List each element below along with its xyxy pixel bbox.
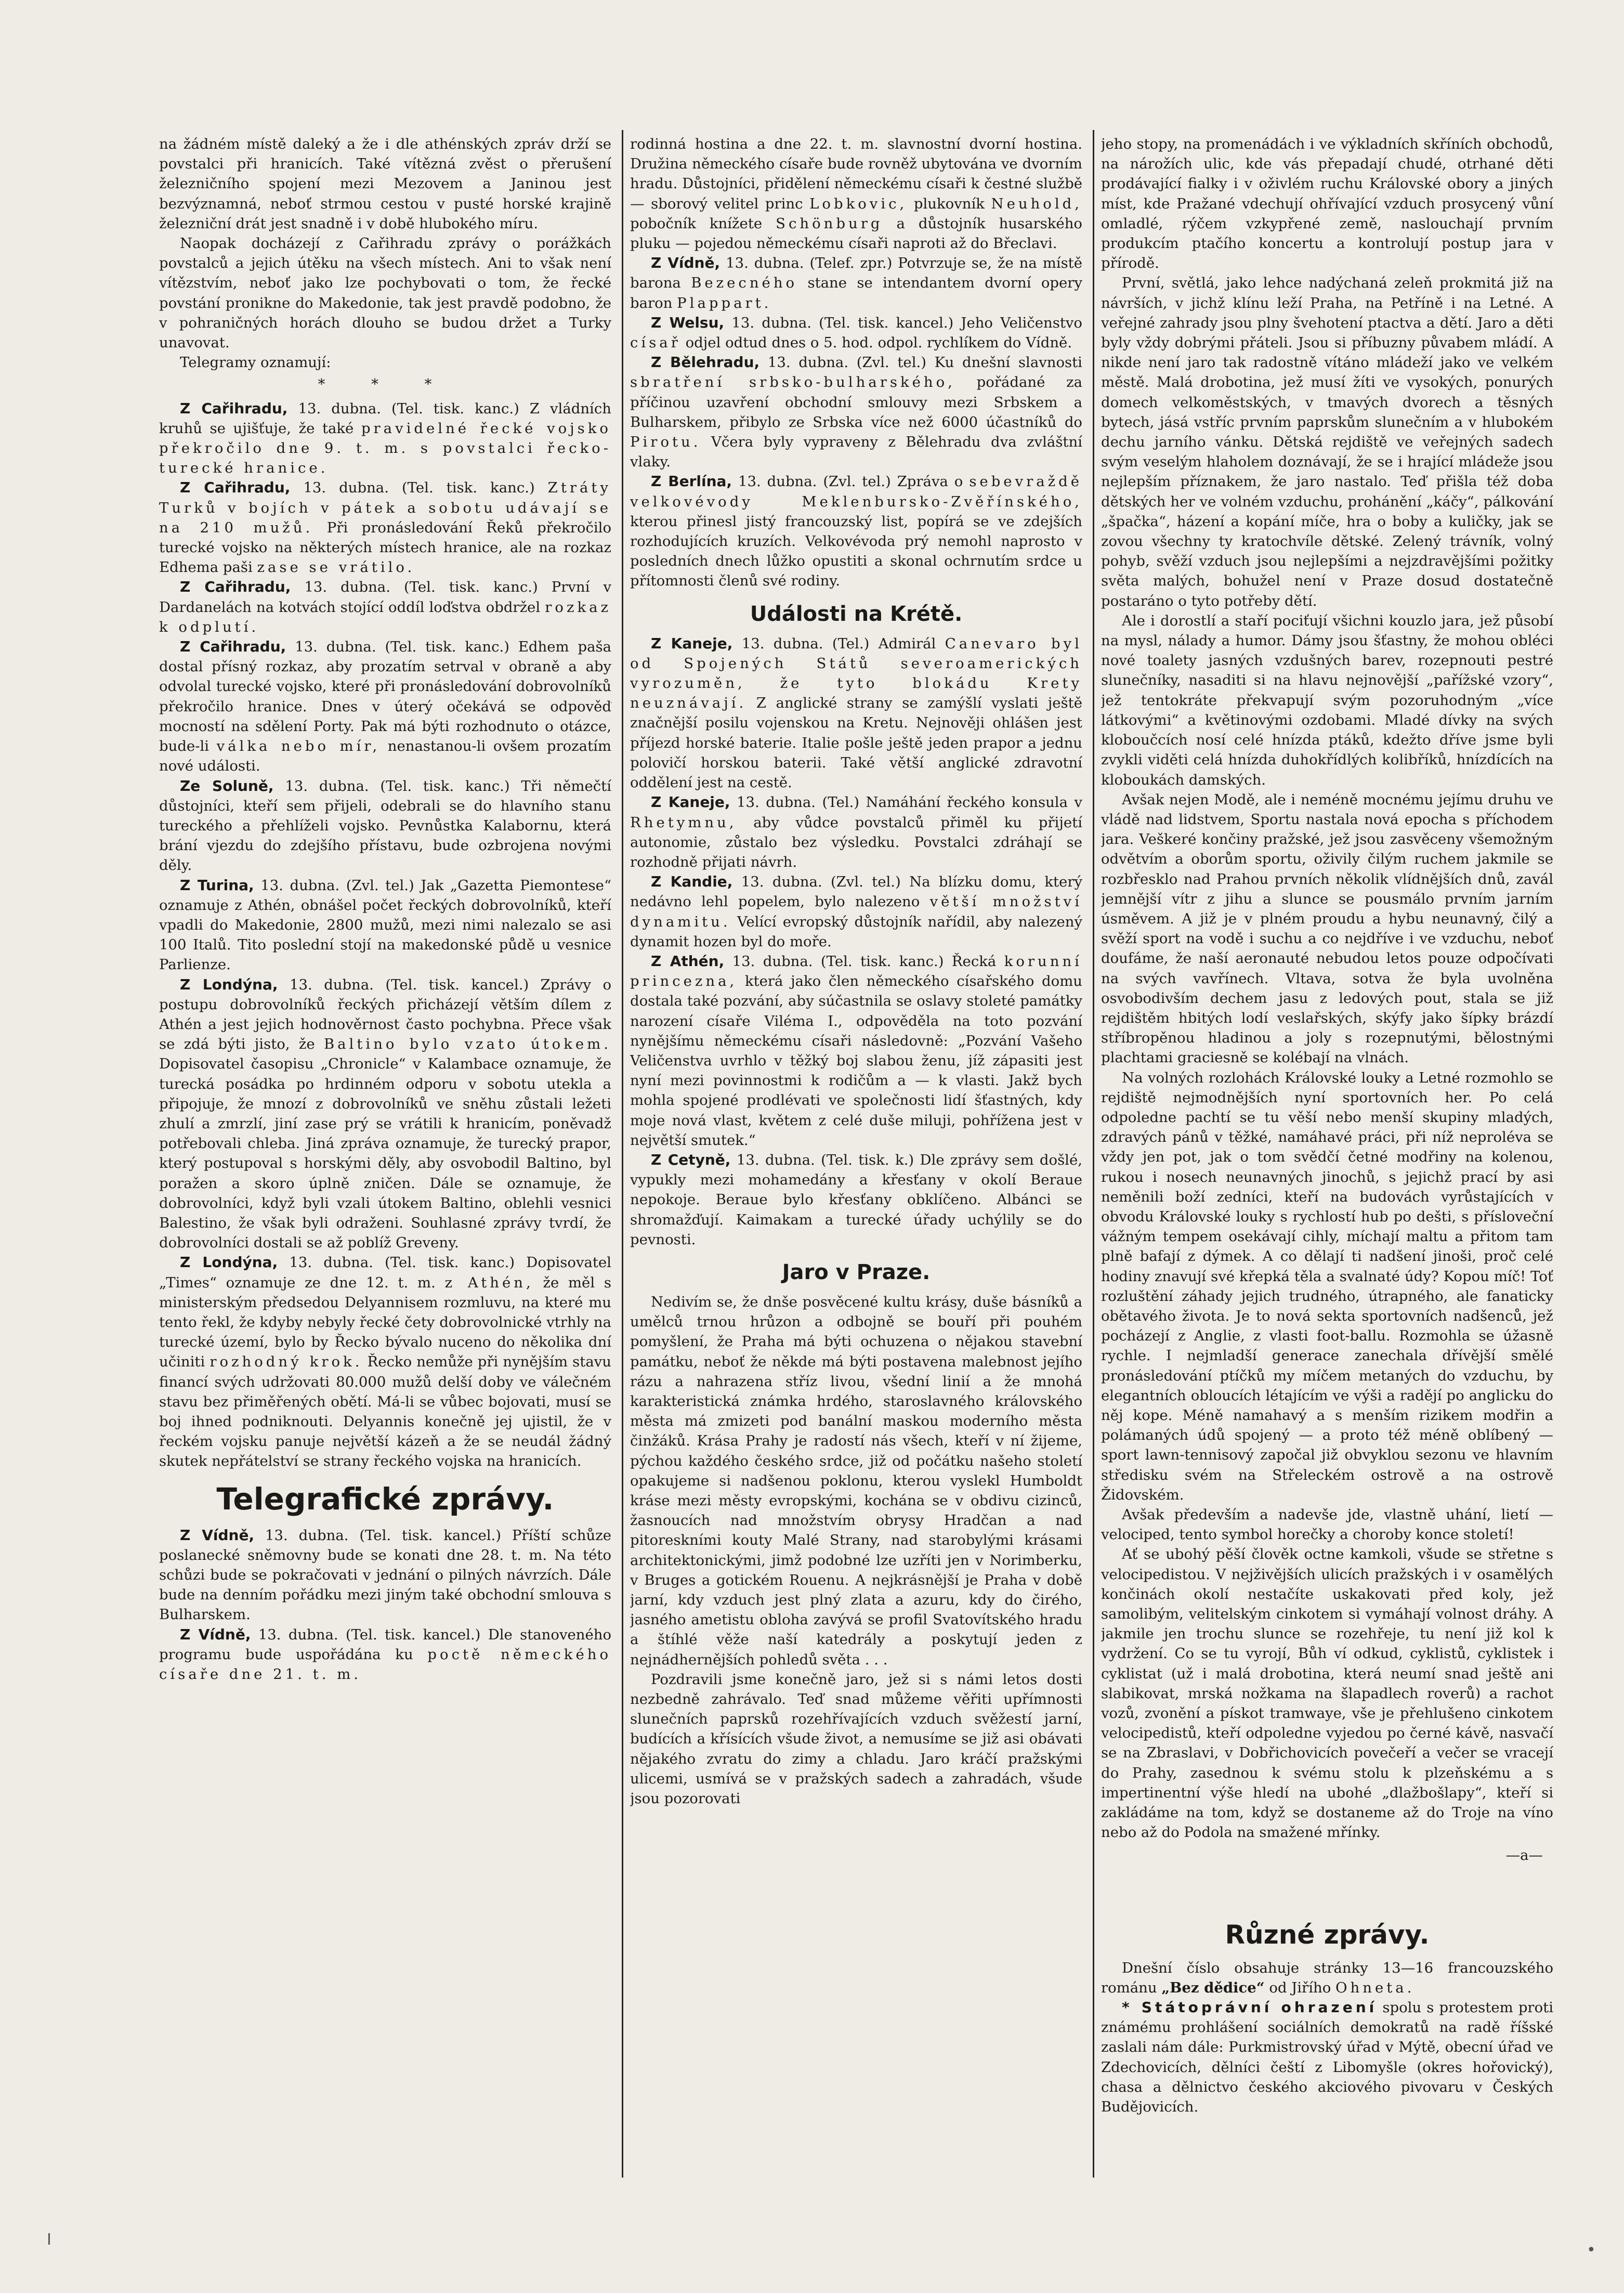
- dispatch-meta: 13. dubna. (Zvl. tel.): [260, 877, 414, 894]
- dispatch-meta: 13. dubna. (Tel. tisk. kanc.): [303, 479, 535, 497]
- dispatch-text: Řecko nemůže při nynějším stavu financí svých udržovati 80.000 mužů delší doby ve válečném stavu bez přiměřených obětí. Má-li se vůbec bojovati, musí se boj ihned podniknouti. Delyannis konečně jej ujistil, že v řeckém vojsku panuje největší kázeň a že se neudál žádný skutek nepřátelství se strany řeckého vojska na hranicích.: [159, 1353, 611, 1470]
- dispatch: [159, 577, 611, 637]
- spaced-emphasis: větší množství dynamitu.: [630, 893, 1082, 930]
- column-1: [159, 134, 611, 2115]
- dateline: Z Cařihradu,: [180, 479, 291, 497]
- dispatch: [159, 975, 611, 1253]
- paragraph: [1101, 1998, 1553, 2117]
- paragraph-text: pobočník knížete: [630, 215, 763, 232]
- dispatch-meta: 13. dubna. (Tel. tisk. kancel.): [265, 1527, 502, 1544]
- dispatch: [630, 634, 1082, 793]
- dispatch: [159, 776, 611, 876]
- dispatch-text: Ku dnešní slavnosti: [934, 354, 1082, 371]
- dispatch-meta: 13. dubna. (Tel. tisk. kancel.): [731, 314, 954, 331]
- dispatch-text: nenastanou-li ovšem prozatím nové události.: [159, 738, 611, 775]
- dateline: Z Vídně,: [180, 1526, 255, 1544]
- dispatch-text: stane se intendantem dvorní opery baron: [630, 275, 1082, 311]
- dispatch-meta: 13. dubna. (Tel. tisk. kanc.): [304, 579, 538, 596]
- dispatch: [630, 353, 1082, 472]
- paragraph: Naopak docházejí z Cařihradu zprávy o porážkách povstalců a jejich útěku na všech místech. Ani to však není vítězstvím, neboť jako lze pochybovati o tom, že řecké povstání pronikne do Makedonie, tak jest pravdě podobno, že v pohraničných horách dlouho se budou držet a Turky unavovat.: [159, 235, 611, 351]
- spaced-emphasis: sbratření srbsko-bulharského,: [630, 374, 955, 391]
- paragraph: Nedivím se, že dnše posvěcené kultu krásy, duše básníků a umělců trnou hrůzon a odbojně se bouří při pouhém pomyšlení, že Praha má býti ochuzena o nějakou stavební památku, neboť že někde má býti postavena malebnost jejího rázu a nahrazena stříz livou, všední linií a že mnohá karakteristická známka hrdého, staroslavného královského města má zmizeti pod banální maskou moderního města činžáků. Krása Prahy je radostí nás všech, kteří v ní žijeme, pýchou každého českého srdce, již od počátku našeho století opakujeme si nadšenou poklonu, kterou vyslekl Humboldt kráse mezi městy evropskými, kochána se v obdivu cizinců, žasnoucích nad množstvím obrysy Hradčan a nad pitoreskními kouty Malé Strany, nad starobylými krásami architektonickými, jimž podobné lze uzříti jen v Norimberku, v Bruges a gotickém Rouenu. A nejkrásnější je Praha v době jarní, kdy vzduch jest plný zlata a azuru, kdy do čirého, jasného ametistu obloha zavývá se profil Svatovítského hradu a štíhlé věže naší katedrály a poskytují jeden z nejnádhernějších pohledů světa . . .: [630, 1293, 1082, 1668]
- paragraph-text: od Jiřího: [1269, 1979, 1331, 1996]
- dateline: Z Vídně,: [651, 254, 721, 272]
- spaced-emphasis: Rhetymnu,: [630, 814, 737, 831]
- section-heading-ruzne: Různé zprávy.: [1225, 1919, 1430, 1950]
- dispatch-text: Namáhání řeckého konsula v: [866, 794, 1082, 811]
- margin-mark-left: I: [47, 2231, 51, 2249]
- dateline: Z Londýna,: [180, 1254, 278, 1271]
- paragraph: Ale i dorostlí a staří pociťují všichni kouzlo jara, jež působí na mysl, nálady a humor. Dámy jsou šťastny, že mohou obléci nové toalety jasných vzdušných barev, rozepnouti pestré slunečníky, nasaditi si na hlavu nejnovější „pařížské vzory“, jež tentokráte překvapují svým pozoruhodným „více látkovými“ a květinovými ozdobami. Mladé dívky na svých kloboučcích nosí celé hnízda ptáků, kdežto dříve jsme byli zvykli viděti celá hnízda duhokřídlých kolibříků, hnízdících na kloboukách damských.: [1101, 612, 1553, 788]
- dateline: Z Bělehradu,: [651, 354, 760, 371]
- separator-stars: * * *: [318, 376, 453, 393]
- dispatch-meta: 13. dubna. (Zvl. tel.): [767, 354, 926, 371]
- dispatch-meta: 13. dubna. (Tel.): [741, 635, 870, 652]
- dispatch: [159, 478, 611, 577]
- dispatch-meta: 13. dubna. (Tel. tisk. kanc.): [289, 1254, 515, 1271]
- section-heading-telegraf: Telegrafické zprávy.: [216, 1481, 554, 1517]
- paragraph-text: a důstojník husarského pluku — pojedou německému císaři naproti až do Břeclavi.: [630, 215, 1082, 252]
- spaced-emphasis: poctě německého císaře dne 21. t. m.: [159, 1646, 611, 1683]
- dispatch: [630, 952, 1082, 1150]
- dispatch-meta: 13. dubna. (Zvl. tel.): [741, 874, 901, 891]
- spaced-emphasis: Bezecného: [691, 275, 798, 292]
- dateline: Z Berlína,: [651, 473, 732, 490]
- dateline: Z Cařihradu,: [180, 638, 286, 656]
- dispatch: [159, 1253, 611, 1471]
- spaced-emphasis: Ohneta.: [1335, 1979, 1415, 1996]
- paragraph: Ať se ubohý pěší člověk octne kamkoli, všude se střetne s velocipedistou. V nejživějších ulicích pražských i v osamělých končinách okolí nestačíte uskakovati před koly, jež samolibým, velitelským cinkotem si vymáhají volnost dráhy. A jakmile jen trochu slunce se rozehřeje, tu není již kol k vydržení. Co se tu vyrojí, Bůh ví odkud, cyklistů, cyklistek i cyklistat (už i malá drobotina, která neumí snad ještě ani slabikovat, mrská nožkama na šlapadlech roverů) a rachot vozů, zvonění a pískot tramwaye, vše je přehlušeno cinkotem velocipedistů, kteří odpoledne vyjedou po černé kávě, nasvačí se na Zbraslavi, v Dobřichovicích povečeří a večer se vracejí do Prahy, zasednou k svému stolu k plzeňskému a s impertinentní výše hledí na ubohé „dlažbošlapy“, kteří si zakládáme na tom, když se dostaneme až do Troje na víno nebo až do Podola na smažené mřínky.: [1101, 1546, 1553, 1841]
- dispatch-meta: 13. dubna. (Tel. tisk. kancel.): [258, 1626, 481, 1643]
- dispatch-text: Zpráva o: [897, 473, 963, 490]
- column-3: [1101, 134, 1553, 2178]
- dispatch-text: Příští schůze poslanecké sněmovny bude se konati dne 28. t. m. Na této schůzi bude se pokračovati v jednání o pilných návrzích. Dále bude na denním pořádku mezi jiným také obchodní smlouva s Bulharskem.: [159, 1527, 611, 1623]
- dispatch-text: Dle stanoveného programu bude uspořádána ku: [159, 1626, 611, 1663]
- dateline: Z Athén,: [651, 952, 725, 970]
- dateline: Z Cařihradu,: [180, 578, 291, 596]
- dispatch: [159, 1526, 611, 1625]
- dispatch: [630, 472, 1082, 591]
- dispatch-text: Velící evropský důstojník nařídil, aby nalezený dynamit hozen byl do moře.: [630, 913, 1082, 950]
- dispatch-meta: 13. dubna. (Tel. tisk. kanc.): [295, 639, 509, 656]
- paragraph: Telegramy oznamují:: [180, 354, 331, 371]
- dispatch-text: Jak „Gazetta Piemontese“ oznamuje z Athén, obnášel počet řeckých dobrovolníků, kteří vpadli do Makedonie, 2800 mužů, mezi nimi nalezalo se asi 100 Italů. Tito poslední stojí na makedonské půdě u vesnice Parlienze.: [159, 877, 611, 973]
- dateline: Z Londýna,: [180, 975, 278, 993]
- dispatch-meta: 13. dubna. (Tel.): [737, 794, 859, 811]
- dispatch-text: která jako člen německého císařského domu dostala také pozvání, aby súčastnila se oslavy stoleté památky narození císaře Viléma I., odpověděla na toto pozvání nynějšímu německému císaři následovně: „Pozvání Vašeho Veličenstva uvrhlo v těžký boj slabou ženu, jíž zápasiti jest nyní mezi povinnostmi k rodičům a — k vlasti. Jakž bych mohla spojené prodlévati ve společnosti lidí šťastných, kdy moje nová vlast, květem z celé duše miluji, pohřížena jest v největší smutek.“: [630, 973, 1082, 1149]
- dispatch-text: Z vládních kruhů se ujišťuje, že také: [159, 400, 611, 437]
- section-heading-jaro: Jaro v Praze.: [782, 1260, 931, 1284]
- spaced-emphasis: korunní princezna,: [630, 953, 1082, 990]
- dispatch-text: Na blízku domu, který nedávno lehl popelem, bylo nalezeno: [630, 874, 1082, 910]
- dispatch-text: Z anglické strany se zamýšlí vyslati ještě značnější posilu vojenskou na Kretu. Nejnověji ohlášen jest příjezd horské baterie. Italie pošle ještě jeden prapor a jednu polovičí horskou baterii. Také větší anglické zdravotní oddělení jest na cestě.: [630, 695, 1082, 791]
- dispatch: [630, 872, 1082, 952]
- column-rule-right: [1093, 130, 1094, 2178]
- dateline: Z Cetyně,: [651, 1151, 731, 1168]
- dispatch-text: Edhem paša dostal přísný rozkaz, aby prozatím setrval v obraně a aby odvolal turecké vojsko, které při pronásledování dobrovolníků překročilo hranice. Dnes v úterý očekává se odpověď mocností na sdělení Porty. Pak má býti rozhodnuto o otázce, bude-li: [159, 639, 611, 755]
- dateline: Z Vídně,: [180, 1625, 251, 1643]
- spaced-emphasis: Ztráty Turků v bojích v pátek a sobotu udávají se na 210 mužů.: [159, 479, 611, 536]
- dispatch-text: Dle zprávy sem došlé, vypukly mezi mohamedány a křesťany v okolí Beraue nepokoje. Beraue bylo křesťany obklíčeno. Albánci se shromažďují. Kaimakam a turecké úřady uchýlily se do pevnosti.: [630, 1151, 1082, 1248]
- dispatch-text: Potvrzuje se, že na místě barona: [630, 255, 1082, 292]
- paragraph: Avšak nejen Modě, ale i neméně mocnému jejímu druhu ve vládě nad lidstvem, Sportu nastala nová epocha s příchodem jara. Veškeré končiny pražské, jež jsou zasvěceny všemožným odvětvím a oborům sportu, oživily čilým ruchem jakmile se rozbřesklo nad Prahou prvních několik vlídnějších dnů, zavál jemnější vítr z jihu a slunce se pousmálo prvním jarním úsměvem. A již je v plném proudu a hybu neunavný, čilý a svěží sport na vodě i suchu a co nejdříve i ve vzduchu, neboť doufáme, že naší aeronauté nebudou letos pouze odpočívati na svých vavřínech. Vltava, sotva že byla uvolněna osvobodivším dechem jasu z ledových pout, stala se již rejdištěm hbitých lodí veslařských, skýfy jako šípky brázdí stříbropěnou hladinou a joly s rozepnutými, bělostnými plachtami graciesně se kolébají na vlnách.: [1101, 791, 1553, 1066]
- spaced-emphasis: pravidelné řecké vojsko překročilo dne 9. t. m. s povstalci řecko-turecké hranice.: [159, 420, 611, 477]
- dispatch-text: že měl s ministerským předsedou Delyannisem rozmluvu, na které mu tento řekl, že kdyby nebyly řecké čety dobrovolnické vtrhly na turecké území, bylo by Řecko bývalo nuceno do několika dní učiniti: [159, 1274, 611, 1371]
- dateline: Z Kaneje,: [651, 793, 730, 811]
- dateline: Z Kandie,: [651, 873, 733, 891]
- paragraph: Avšak především a nadevše jde, vlastně uhání, lietí — velociped, tento symbol horečky a choroby konce století!: [1101, 1506, 1553, 1543]
- dispatch: [159, 399, 611, 478]
- paragraph: Pozdravili jsme konečně jaro, jež si s námi letos dosti nezbedně zahrávalo. Teď snad můžeme věřiti upřímnosti slunečních paprsků rozehřívajících vzduch svěžestí jarní, budících a křísících všude život, a nemusíme se již asi obávati nějakého zvratu do zimy a chladu. Jaro kráčí pražskými ulicemi, usmívá se v pražských sadech a zahradách, všude jsou pozorovati: [630, 1671, 1082, 1807]
- dateline: Z Welsu,: [651, 314, 725, 331]
- dispatch-meta: 13. dubna. (Tel. tisk. kanc.): [298, 400, 519, 417]
- paragraph: První, světlá, jako lehce nadýchaná zeleň prokmitá již na návrších, v jichž klínu leží Praha, na Petříně i na Letné. A veřejné zahrady jsou plny švehotení ptactva a dětí. Jaro a děti byly vždy dobrými přáteli. Jsou si příbuzny půvabem mládí. A nikde není jaro tak radostně vítáno mládeží jako ve velkém městě. Malá drobotina, jež musí žíti ve vysokých, ponurých domech velkoměstských, v tmavých dvorech a těsných bytech, jásá vstříc prvním paprskům slunečním a v hlubokém dechu jarního vánku. Dětská rejdiště ve veřejných sadech svým veselým hlaholem doznávají, že se i hrající mládeže jsou nejlepším příznakem, že jaro nastalo. Teď přišla též doba dětských her ve volném vzduchu, prohánění „káčy“, pálkování „špačka“, házení a kopání míče, hra o boby a kuličky, jak se zovou všechny ty kratochvíle dětské. Zelený trávník, volný pohyb, svěží vzduch jsou nejlepšími a nejzdravějšími požitky světa malých, bohužel není v Praze dosud dostatečně postaráno o tyto potřeby dětí.: [1101, 275, 1553, 609]
- spaced-emphasis: rozkaz k odplutí.: [159, 598, 611, 635]
- dispatch: [159, 637, 611, 776]
- dispatch-text: Admirál: [878, 635, 936, 652]
- dateline: Z Turina,: [180, 876, 254, 894]
- paragraph: jeho stopy, na promenádách i ve výkladních skříních obchodů, na nárožích ulic, kde vás přepadají chudé, otrhané děti prodávající fialky i v oživlém ruchu Královské obory a jiných míst, kde Pražané vdechují ohřívající vzduch prosycený vůní omladlé, rýčem vzkypřené země, naslouchají prvním produkcím ptačího koncertu a kontrolují postup jara v přírodě.: [1101, 136, 1553, 272]
- dispatch: [159, 876, 611, 975]
- novel-title: „Bez dědice“: [1161, 1979, 1265, 1996]
- dispatch-text: Zprávy o postupu dobrovolníků řeckých přicházejí větším dílem z Athén a jest jejich hodnověrnost často pochybna. Přece však se zdá býti jisto, že: [159, 976, 611, 1053]
- dispatch-text: pořádané za příčinou uzavření obchodní smlouvy mezi Srbskem a Bulharskem, přibylo ze Srbska více než 6000 účastníků do: [630, 374, 1082, 431]
- blank-space: [1101, 1875, 1553, 1911]
- paragraph: na žádném místě daleký a že i dle athénských zpráv drží se povstalci při hranicích. Také vítězná zvěst o přerušení železničního spojení mezi Mezovem a Janinou jest bezvýznamná, neboť strmou cestou v pusté horské krajině železniční drát jest snadně i v době hlubokého míru.: [159, 136, 611, 232]
- spaced-emphasis: sebevraždě velkovévody Meklenbursko-Zvěřínského,: [630, 473, 1082, 510]
- dispatch-meta: 13. dubna. (Tel. tisk. kanc.): [732, 953, 944, 970]
- spaced-emphasis: Pirotu.: [630, 434, 701, 451]
- dispatch-meta: 13. dubna. (Tel. tisk. kanc.): [285, 777, 510, 794]
- dispatch-text: Tři němečtí důstojníci, kteří sem přijeli, odebrali se do hlavního stanu tureckého a přehlíželi vojsko. Pevnůstka Kalabornu, která brání vjezdu do zdejšího přístavu, bude ozbrojena novými děly.: [159, 777, 611, 874]
- dispatch-meta: 13. dubna. (Tel. tisk. k.): [736, 1151, 914, 1168]
- dispatch-text: Jeho Veličenstvo: [961, 314, 1082, 331]
- dispatch-text: Dopisovatel časopisu „Chronicle“ v Kalambace oznamuje, že turecká posádka po hrdinném odporu v sobotu utekla a připojuje, že mnozí z dobrovolníků ve sněhu zůstali ležeti zhulí a zmrzlí, jiní zase prý se vrátili k hranicím, poněvadž potřebovali chleba. Jiná zpráva oznamuje, že turecký prapor, který postupoval s horskými děly, aby osvobodil Baltino, byl poražen a skoro úplně zničen. Dále se oznamuje, že dobrovolníci, když byli vzali útokem Baltino, oblehli vesnici Balestino, že však byli odraženi. Souhlasné zprávy tvrdí, že dobrovolníci dostali se až poblíž Greveny.: [159, 1056, 611, 1252]
- spaced-emphasis: z Athén,: [444, 1274, 534, 1291]
- dispatch-text: Při pronásledování Řeků překročilo turecké vojsko na některých místech hranice, ale na rozkaz Edhema paši: [159, 519, 611, 576]
- spaced-emphasis: zase se vrátilo.: [257, 559, 415, 576]
- paragraph-text: plukovník: [913, 195, 985, 212]
- spaced-emphasis: Plappart.: [677, 294, 772, 311]
- dateline: Z Cařihradu,: [180, 399, 288, 417]
- margin-mark-right: •: [1587, 2241, 1596, 2259]
- paragraph: [1101, 1958, 1553, 1998]
- paragraph-text: spolu s protestem proti známému prohlášení sociálních demokratů na radě říšské zaslali nám dále: Purkmistrovský úřad v Mýtě, obecní úřad ve Zdechovicích, dělníci čeští z Libomyšle (okres hořovický), chasa a dělnictvo českého akciového pivovaru v Českých Budějovicích.: [1101, 1999, 1553, 2116]
- section-heading-kreta: Události na Krétě.: [750, 602, 963, 626]
- dispatch-meta: 13. dubna. (Zvl. tel.): [738, 473, 891, 490]
- dispatch-text: Řecká: [951, 953, 997, 970]
- dispatch-text: Včera byly vypraveny z Bělehradu dva zvláštní vlaky.: [630, 434, 1082, 471]
- dispatch-text: aby vůdce povstalců přiměl ku přijetí autonomie, zůstalo bez výsledku. Povstalci zdráhají se rozhodně přijati návrh.: [630, 814, 1082, 870]
- dispatch-text: kterou přinesl jistý francouzský list, popírá se ve zdejších rozhodujících kruzích. Velkovévoda prý nemohl naprosto v posledních dnech lůžko opustiti a skonal ochrnutím srdce u přítomnosti členů své rodiny.: [630, 513, 1082, 590]
- dispatch-text: Dopisovatel „Times“ oznamuje ze dne 12. t. m.: [159, 1254, 611, 1291]
- dispatch-meta: 13. dubna. (Telef. zpr.): [726, 255, 893, 272]
- dateline: Ze Soluně,: [180, 777, 274, 794]
- column-rule-left: [622, 130, 623, 2178]
- spaced-emphasis: Schönburg: [776, 215, 883, 232]
- spaced-emphasis: rozhodný krok.: [209, 1353, 363, 1371]
- dispatch: [630, 1150, 1082, 1249]
- dispatch-text: První v Dardanelách na kotvách stojící oddíl loďstva obdržel: [159, 579, 611, 616]
- news-lead: * Státoprávní ohrazení: [1122, 1999, 1378, 2016]
- column-2: [630, 134, 1082, 2178]
- spaced-emphasis: Lobkovic,: [809, 195, 908, 212]
- spaced-emphasis: Neuhold,: [991, 195, 1082, 212]
- spaced-emphasis: Baltino bylo vzato útokem.: [323, 1036, 611, 1053]
- spaced-emphasis: válka nebo mír,: [216, 738, 381, 755]
- paragraph: Na volných rozlohách Královské louky a Letné rozmohlo se rejdiště nejmodnějších nyní sportovních her. Po celá odpoledne pachtí se tu věší nebo menší skupiny mladých, zdravých pánů v těžké, namáhavé práci, při níž neproléva se vždy jen pot, jak o tom svědčí četné modřiny na kolenou, rukou i nosech neunavných jinochů, s jejichž prací by asi neměnili boží zedníci, kteří na budovách vyrůstajících v obvodu Královské louky s rychlostí hub po dešti, s přísloveční vážným tempem osekávají cihly, míchají maltu a přitom tam plně bafají z dýmek. A co dělají ti nadšení jinoši, proč celé hodiny znavují své křepká těla a svalnaté údy? Kopou míč! Toť rozluštění záhady jejich trudného, útrapného, ale fanaticky obětavého života. Je to nová sekta sportovních nadšenců, jež pocházejí z Anglie, z vlasti foot-ballu. Rozmohla se úžasně rychle. I nejmladší generace zanechala dřívější smělé pronásledování ptíčků my míčem metaných do vzduchu, by elegantních obloucích létajícím ve výši a radějí po anglicku do něj kope. Méně namahavý a s menším rizikem modřin a polámaných údů spojený — a proto též méně oblíbený — sport lawn-tennisový započal již obvyklou sezonu ve hlavním středisku svém na Střeleckém ostrově a na ostrově Židovském.: [1101, 1069, 1553, 1503]
- dispatch-text: odjel odtud dnes o 5. hod. odpol. rychlíkem do Vídně.: [685, 334, 1072, 351]
- dateline: Z Kaneje,: [651, 634, 733, 652]
- dispatch-meta: 13. dubna. (Tel. tisk. kancel.): [290, 976, 529, 993]
- dispatch: [630, 253, 1082, 313]
- paragraph: [630, 134, 1082, 253]
- dispatch: [630, 313, 1082, 353]
- author-signature: —a—: [1505, 1847, 1543, 1864]
- spaced-emphasis: Canevaro byl od Spojených Států severoamerických vyrozuměn, že tyto blokádu Krety neuznávají.: [630, 635, 1082, 712]
- spaced-emphasis: císař: [630, 334, 681, 351]
- paragraph-text: rodinná hostina a dne 22. t. m. slavnostní dvorní hostina. Družina německého císaře bude rovněž ubytována ve dvorním hradu. Důstojníci, přidělení německému císaři k čestné službě — sborový velitel princ: [630, 136, 1082, 212]
- dispatch: [630, 792, 1082, 872]
- dispatch: [159, 1625, 611, 1685]
- paragraph-text: Dnešní číslo obsahuje stránky 13—16 francouzského románu: [1101, 1959, 1553, 1996]
